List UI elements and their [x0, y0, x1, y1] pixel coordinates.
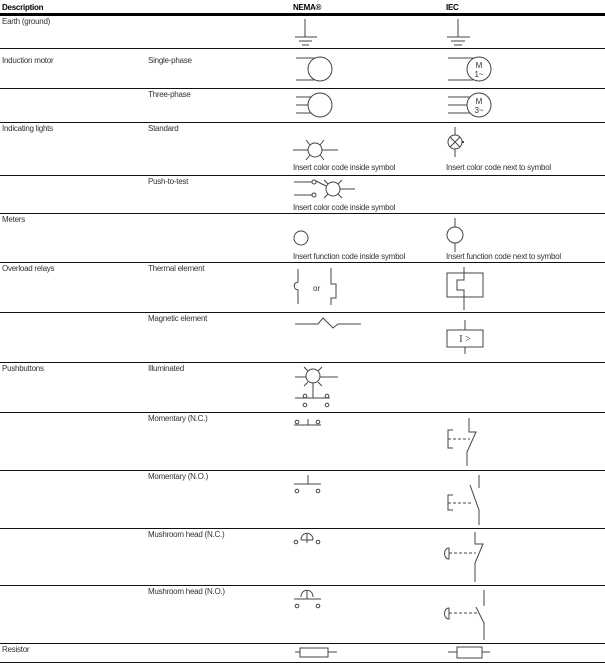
row-variant: Single-phase: [148, 56, 192, 65]
iec-single-phase-motor-symbol: [448, 57, 491, 81]
row-variant: Push-to-test: [148, 177, 189, 186]
nema-single-phase-motor-symbol: [296, 57, 332, 81]
row-variant: Momentary (N.C.): [148, 414, 208, 423]
nema-magnetic-overload-symbol: [295, 318, 361, 328]
column-header-iec: IEC: [446, 3, 459, 12]
nema-caption: Insert color code inside symbol: [293, 163, 396, 172]
row-variant: Standard: [148, 124, 179, 133]
iec-caption: Insert color code next to symbol: [446, 163, 551, 172]
row-variant: Momentary (N.O.): [148, 472, 209, 481]
overcurrent-label: I >: [459, 334, 471, 345]
iec-three-phase-motor-symbol: [448, 93, 491, 117]
row-variant: Three-phase: [148, 90, 191, 99]
motor-phase-label: 3~: [474, 106, 484, 115]
row-description: Pushbuttons: [2, 364, 44, 373]
row-description: Meters: [2, 215, 25, 224]
column-header-nema: NEMA®: [293, 3, 322, 12]
nema-meter-symbol: [294, 231, 308, 245]
iec-mushroom-nc-symbol: [445, 532, 484, 582]
iec-indicating-light-symbol: [448, 127, 464, 157]
iec-thermal-overload-symbol: [447, 267, 483, 310]
nema-three-phase-motor-symbol: [296, 93, 332, 117]
nema-momentary-no-symbol: [294, 475, 321, 493]
iec-meter-symbol: [447, 218, 463, 252]
row-variant: Magnetic element: [148, 314, 208, 323]
row-description: Earth (ground): [2, 17, 51, 26]
nema-caption: Insert color code inside symbol: [293, 203, 396, 212]
row-description: Resistor: [2, 645, 30, 654]
nema-momentary-nc-symbol: [294, 419, 321, 425]
iec-magnetic-overload-symbol: [447, 320, 483, 354]
column-header-description: Description: [2, 3, 44, 12]
row-variant: Thermal element: [148, 264, 205, 273]
row-variant: Illuminated: [148, 364, 184, 373]
nema-mushroom-nc-symbol: [294, 533, 320, 544]
nema-ground-symbol: [295, 19, 317, 45]
nema-illuminated-pushbutton-symbol: [295, 367, 338, 407]
nema-push-to-test-light-symbol: [294, 180, 355, 198]
nema-indicating-light-symbol: [293, 140, 338, 160]
iec-momentary-nc-symbol: [448, 418, 476, 466]
or-label: or: [313, 284, 321, 293]
iec-resistor-symbol: [448, 647, 490, 658]
row-variant: Mushroom head (N.O.): [148, 587, 225, 596]
motor-label: M: [475, 97, 483, 106]
nema-mushroom-no-symbol: [294, 590, 321, 608]
iec-caption: Insert function code next to symbol: [446, 252, 561, 261]
iec-mushroom-no-symbol: [445, 590, 485, 640]
row-description: Induction motor: [2, 56, 54, 65]
motor-label: M: [475, 61, 483, 70]
nema-caption: Insert function code inside symbol: [293, 252, 406, 261]
iec-ground-symbol: [447, 19, 470, 45]
row-description: Overload relays: [2, 264, 55, 273]
motor-phase-label: 1~: [474, 70, 484, 79]
nema-resistor-symbol: [295, 648, 337, 657]
iec-momentary-no-symbol: [448, 475, 479, 525]
nema-thermal-overload-symbol: [294, 268, 336, 305]
row-description: Indicating lights: [2, 124, 53, 133]
row-variant: Mushroom head (N.C.): [148, 530, 225, 539]
